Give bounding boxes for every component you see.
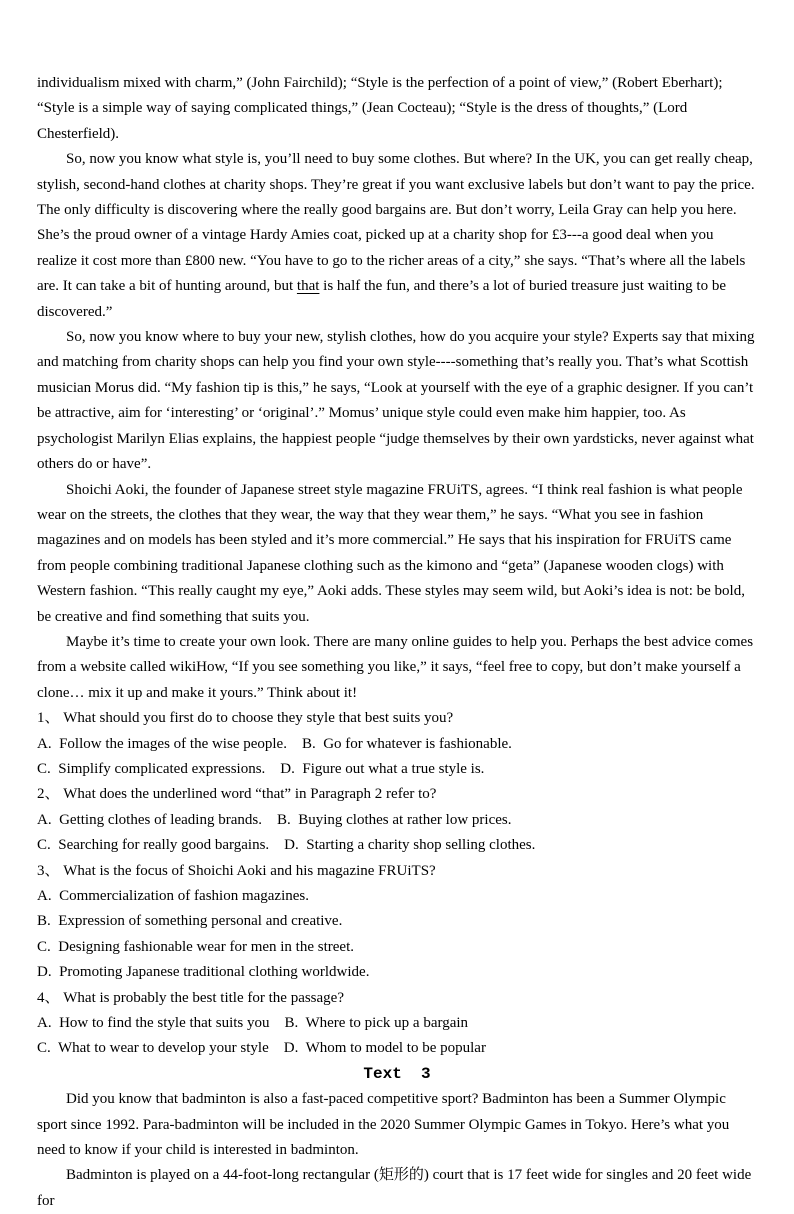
- question-1-options-line-2: C. Simplify complicated expressions. D. Figure out what a true style is.: [37, 760, 485, 777]
- question-3-option-a: A. Commercialization of fashion magazines.: [37, 888, 309, 904]
- question-3-option-c: C. Designing fashionable wear for men in the street.: [37, 938, 354, 955]
- text3-paragraph-2: Badminton is played on a 44-foot-long rectangular (矩形的) court that is 17 feet wide for singles and 20 feet wide for: [37, 1167, 752, 1209]
- question-2-options-line-1: A. Getting clothes of leading brands. B. Buying clothes at rather low prices.: [37, 811, 512, 828]
- text3-section-heading: Text 3: [363, 1064, 431, 1083]
- underlined-word-that: that: [296, 278, 320, 295]
- question-3-option-d: D. Promoting Japanese traditional clothing worldwide.: [37, 964, 370, 981]
- question-4-prompt: 4、 What is probably the best title for the passage?: [37, 989, 344, 1006]
- passage-paragraph-5: Maybe it’s time to create your own look. There are many online guides to help you. Perhaps the best advice comes from a website called wikiHow, “If you see something you like,” it says, “feel free to copy, but don’t make yourself a clone… mix it up and make it yours.” Think about it!: [37, 633, 754, 701]
- text3-paragraph-1: Did you know that badminton is also a fast-paced competitive sport? Badminton has been a Summer Olympic sport since 1992. Para-badminton will be included in the 2020 Summer Olympic Games in Tokyo. Here’s what you need to know if your child is interested in badminton.: [37, 1091, 730, 1159]
- question-1-prompt: 1、 What should you first do to choose they style that best suits you?: [37, 710, 454, 727]
- question-3-prompt: 3、 What is the focus of Shoichi Aoki and his magazine FRUiTS?: [37, 862, 436, 879]
- passage-paragraph-2: [37, 147, 757, 325]
- paragraph-2-text-before-underline: So, now you know what style is, you’ll need to buy some clothes. But where? In the UK, you can get really cheap, stylish, second-hand clothes at charity shops. They’re great if you want exclusive labels but don’t want to pay the price. The only difficulty is discovering where the really good bargains are. But don’t worry, Leila Gray can help you here. She’s the proud owner of a vintage Hardy Amies coat, picked up at a charity shop for £3---a good deal when you realize it cost more than £800 new. “You have to go to the richer areas of a city,” she says. “That’s where all the labels are. It can take a bit of hunting around, but: [37, 151, 755, 295]
- question-4-options-line-2: C. What to wear to develop your style D. Whom to model to be popular: [37, 1040, 486, 1057]
- passage-paragraph-3: So, now you know where to buy your new, stylish clothes, how do you acquire your style? Experts say that mixing and matching from charity shops can help you find your own style----something that’s really you. That’s what Scottish musician Morus did. “My fashion tip is this,” he says, “Look at yourself with the eye of a graphic designer. If you can’t be attractive, aim for ‘interesting’ or ‘original’.” Momus’ unique style could even make him happier, too. As psychologist Marilyn Elias explains, the happiest people “judge themselves by their own yardsticks, never against what others do or have”.: [37, 329, 755, 473]
- question-2-prompt: 2、 What does the underlined word “that” in Paragraph 2 refer to?: [37, 786, 437, 803]
- paragraph-2-text-after-underline: is half the fun, and there’s a lot of buried treasure just waiting to be discovered.”: [37, 278, 726, 320]
- passage-paragraph-1: individualism mixed with charm,” (John Fairchild); “Style is the perfection of a point of view,” (Robert Eberhart); “Style is a simple way of saying complicated things,” (Jean Cocteau); “Style is the dress of thoughts,” (Lord Chesterfield).: [37, 75, 723, 142]
- question-2-options-line-2: C. Searching for really good bargains. D. Starting a charity shop selling clothes.: [37, 837, 536, 854]
- question-1-options-line-1: A. Follow the images of the wise people. B. Go for whatever is fashionable.: [37, 735, 512, 752]
- passage-paragraph-4: Shoichi Aoki, the founder of Japanese street style magazine FRUiTS, agrees. “I think real fashion is what people wear on the streets, the clothes that they wear, the way that they wear them,” he says. “What you see in fashion magazines and on models has been styled and it’s more commercial.” He says that his inspiration for FRUiTS came from people combining traditional Japanese clothing such as the kimono and “geta” (Japanese wooden clogs) with Western fashion. “This really caught my eye,” Aoki adds. These styles may seem wild, but Aoki’s idea is not: be bold, be creative and find something that suits you.: [37, 481, 745, 625]
- question-4-options-line-1: A. How to find the style that suits you B. Where to pick up a bargain: [37, 1015, 469, 1032]
- question-3-option-b: B. Expression of something personal and creative.: [37, 913, 343, 930]
